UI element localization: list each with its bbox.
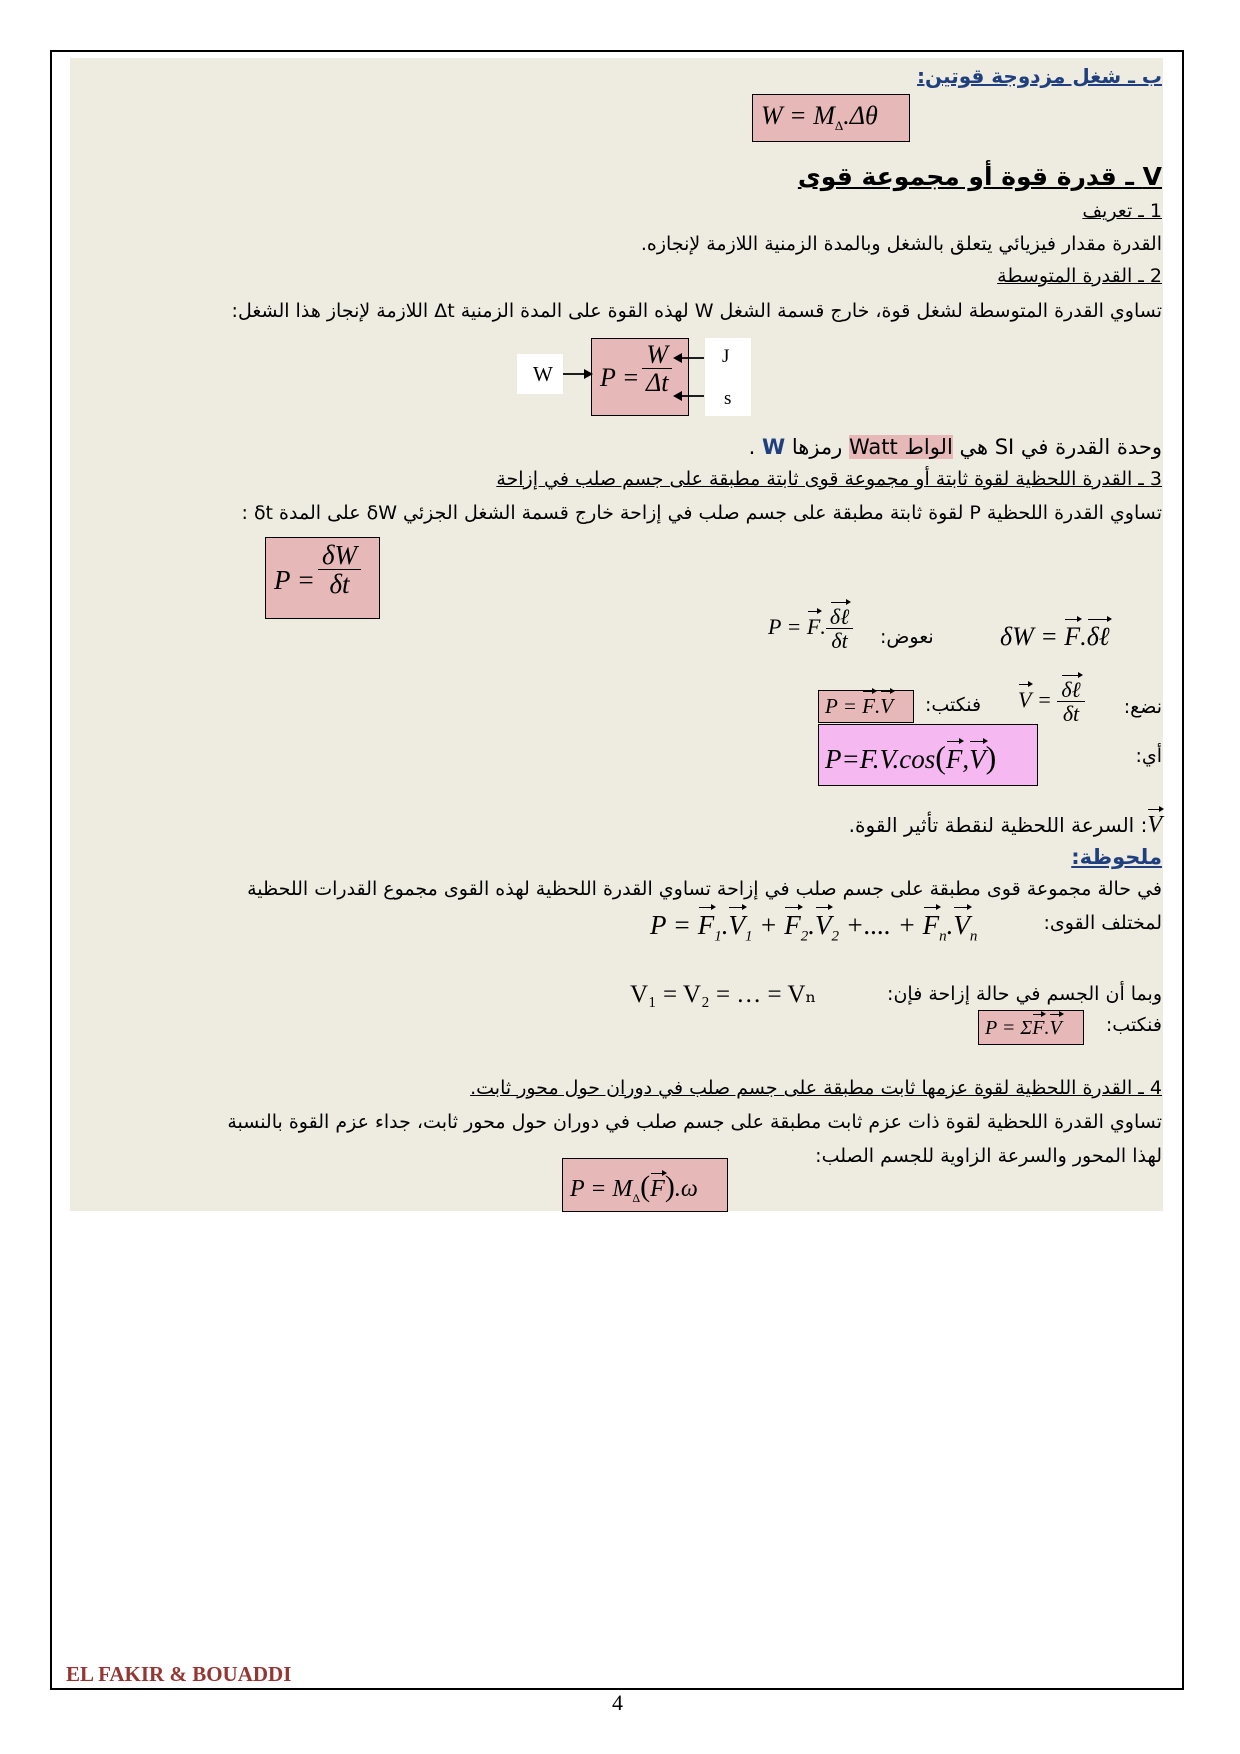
average-power-diagram xyxy=(517,338,753,418)
velocities-equal: V₁ = V₂ = … = Vₙ xyxy=(630,981,817,1008)
footer-authors: EL FAKIR & BOUADDI xyxy=(66,1662,292,1686)
note-line3: وبما أن الجسم في حالة إزاحة فإن: xyxy=(887,983,1162,1005)
sub4-heading: 4 ـ القدرة اللحظية لقوة عزمها ثابت مطبقة على جسم صلب في دوران حول محور ثابت. xyxy=(470,1077,1162,1099)
formula-couple-work: $W = M_\Delta.\Delta\theta$ xyxy=(752,94,910,142)
power-unit-text: وحدة القدرة في SI هي الواط Watt رمزها W . xyxy=(748,435,1162,459)
v-description: V: السرعة اللحظية لنقطة تأثير القوة. xyxy=(848,812,1162,838)
note-line4: فنكتب: xyxy=(1105,1014,1162,1036)
formula-p-fv-cos: P=F.V.cos(F,V) xyxy=(818,724,1038,786)
unit-arrows xyxy=(517,338,753,418)
sub2-text: تساوي القدرة المتوسطة لشغل قوة، خارج قسمة الشغل W لهذه القوة على المدة الزمنية Δt اللازمة لإنجاز هذا الشغل: xyxy=(231,300,1162,322)
formula-rotation-power: $P = M_\Delta(F).\omega$ xyxy=(562,1158,728,1212)
note-title: ملحوظة: xyxy=(1071,845,1162,869)
sub3-text: تساوي القدرة اللحظية P لقوة ثابتة مطبقة على جسم صلب في إزاحة خارج قسمة الشغل الجزئي δW على المدة δt : xyxy=(241,502,1162,524)
we-put-label: نضع: xyxy=(1123,696,1162,718)
formula-sum-powers: $P = F_1.V_1 + F_2.V_2$ +.... + $F_n.V_n$ xyxy=(650,910,978,945)
sub1-text: القدرة مقدار فيزيائي يتعلق بالشغل وبالمدة الزمنية اللازمة لإنجازه. xyxy=(640,233,1162,255)
sub4-text1: تساوي القدرة اللحظية لقوة ذات عزم ثابت مطبقة على جسم صلب في دوران حول محور ثابت، جداء عزم القوة بالنسبة xyxy=(227,1111,1162,1133)
note-line1: في حالة مجموعة قوى مطبقة على جسم صلب في إزاحة تساوي القدرة اللحظية لهذه القوى مجموع القدرات اللحظية xyxy=(247,878,1162,900)
formula-dw: δW = F.δℓ xyxy=(1000,622,1110,651)
formula-v-def: V = $\frac{\text{δℓ}}{\delta t}$ xyxy=(1018,678,1085,726)
formula-instant-power: P = $\frac{\delta W}{\delta t}$ xyxy=(265,537,380,619)
section-b-title: ب ـ شغل مزدوجة قوتين: xyxy=(917,64,1162,88)
sub2-heading: 2 ـ القدرة المتوسطة xyxy=(997,265,1162,287)
sub1-heading: 1 ـ تعريف xyxy=(1082,200,1162,222)
sub3-heading: 3 ـ القدرة اللحظية لقوة ثابتة أو مجموعة قوى ثابتة مطبقة على جسم صلب في إزاحة xyxy=(496,468,1162,490)
unit-w-label: W xyxy=(533,362,553,386)
note-line2: لمختلف القوى: xyxy=(1043,912,1162,934)
formula-p-fv: P = F.V xyxy=(818,690,914,723)
page-number: 4 xyxy=(612,1690,623,1715)
formula-sum-f-v: P = ΣF.V xyxy=(978,1010,1084,1045)
formula-average-power: P = $\frac{W}{\Delta t}$ xyxy=(591,338,689,416)
formula-p-f-dl-dt: P = F. $\frac{\text{δℓ}}{\delta t}$ xyxy=(768,605,853,653)
section-v-title: V ـ قدرة قوة أو مجموعة قوى xyxy=(797,162,1162,191)
unit-s-label: s xyxy=(724,388,732,409)
unit-j-label: J xyxy=(722,346,730,367)
that-is-label: أي: xyxy=(1135,745,1162,767)
substitute-label: نعوض: xyxy=(880,626,934,648)
so-write-label: فنكتب: xyxy=(925,694,982,716)
sub4-text2: لهذا المحور والسرعة الزاوية للجسم الصلب: xyxy=(815,1145,1162,1167)
